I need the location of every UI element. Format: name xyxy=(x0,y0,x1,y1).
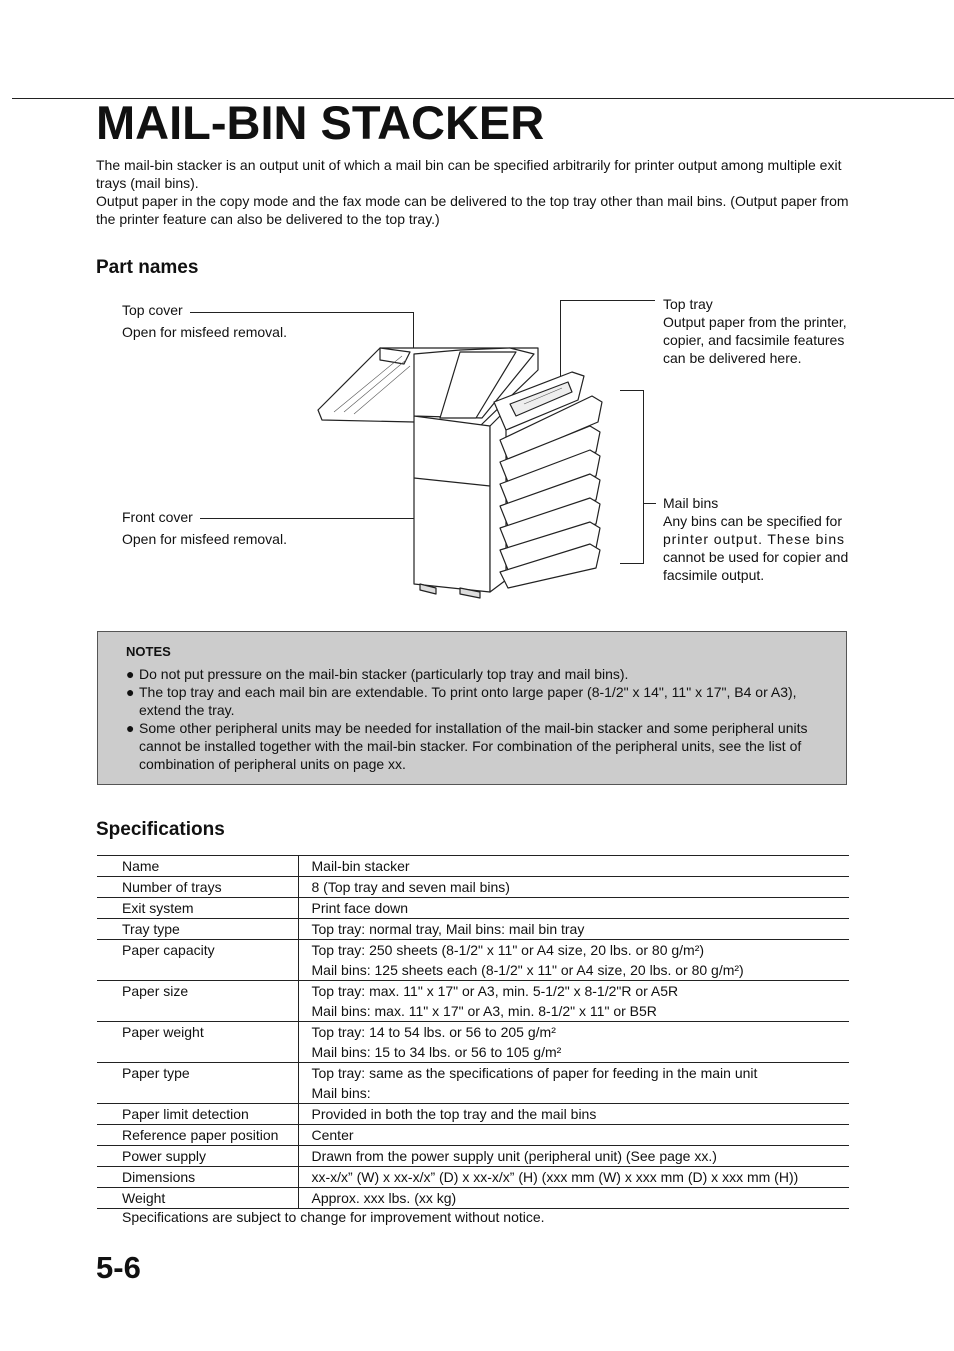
top-tray-name: Top tray xyxy=(663,296,713,312)
spec-value xyxy=(298,1022,849,1063)
spec-label: Power supply xyxy=(97,1146,298,1167)
table-row xyxy=(97,1063,849,1104)
spec-value-line: 8 (Top tray and seven mail bins) xyxy=(311,879,510,895)
spec-value-line: Top tray: max. 11" x 17" or A3, min. 5-1/2" x 8-1/2"R or A5R xyxy=(311,983,679,999)
spec-label: Paper size xyxy=(97,981,298,1022)
part-names-heading: Part names xyxy=(96,257,199,278)
front-cover-name: Front cover xyxy=(122,509,193,525)
specifications-note: Specifications are subject to change for improvement without notice. xyxy=(122,1209,545,1225)
front-cover-desc: Open for misfeed removal. xyxy=(122,531,287,547)
note-item xyxy=(126,683,838,719)
bullet-icon: ● xyxy=(126,720,135,736)
bullet-icon: ● xyxy=(126,666,135,682)
spec-value xyxy=(298,919,849,940)
spec-value-line: Mail bins: 125 sheets each (8-1/2" x 11" or A4 size, 20 lbs. or 80 g/m²) xyxy=(311,962,744,978)
spec-value-line: Approx. xxx lbs. (xx kg) xyxy=(311,1190,457,1206)
top-tray-desc-line: copier, and facsimile features xyxy=(663,332,845,348)
spec-value-line: Mail bins: 15 to 34 lbs. or 56 to 105 g/m² xyxy=(311,1044,562,1060)
mail-bins-name: Mail bins xyxy=(663,495,719,511)
mail-bins-leader xyxy=(644,503,656,504)
spec-value-line: Mail-bin stacker xyxy=(311,858,410,874)
table-row xyxy=(97,1125,849,1146)
spec-value-line: Mail bins: max. 11" x 17" or A3, min. 8-1/2" x 11" or B5R xyxy=(311,1003,657,1019)
spec-value-line: Top tray: 250 sheets (8-1/2" x 11" or A4 size, 20 lbs. or 80 g/m²) xyxy=(311,942,705,958)
spec-value-line: xx-x/x” (W) x xx-x/x” (D) x xx-x/x” (H) (xxx mm (W) x xxx mm (D) x xxx mm (H)) xyxy=(311,1169,799,1185)
spec-value xyxy=(298,877,849,898)
table-row xyxy=(97,1022,849,1063)
spec-value-line: Top tray: same as the specifications of paper for feeding in the main unit xyxy=(311,1065,758,1081)
specifications-heading: Specifications xyxy=(96,819,225,840)
intro-paragraph: Output paper in the copy mode and the fax mode can be delivered to the top tray other than mail bins. (Output paper from the printer feature can also be delivered to the top tray.) xyxy=(96,193,849,227)
note-text: Some other peripheral units may be needed for installation of the mail-bin stacker and some peripheral units cannot be installed together with the mail-bin stacker. For combination of the peripheral units, see the list of combination of peripheral units on page xx. xyxy=(139,720,808,772)
table-row xyxy=(97,898,849,919)
spec-value xyxy=(298,898,849,919)
spec-value-line: Top tray: normal tray, Mail bins: mail bin tray xyxy=(311,921,585,937)
table-row xyxy=(97,1146,849,1167)
spec-label: Paper capacity xyxy=(97,940,298,981)
spec-value-line: Print face down xyxy=(311,900,408,916)
note-text: The top tray and each mail bin are extendable. To print onto large paper (8-1/2" x 14", 11" x 17", B4 or A3), extend the tray. xyxy=(139,684,797,718)
table-row xyxy=(97,877,849,898)
note-text: Do not put pressure on the mail-bin stacker (particularly top tray and mail bins). xyxy=(139,666,629,682)
table-row xyxy=(97,981,849,1022)
mail-bins-bracket-spine xyxy=(643,390,644,564)
spec-value xyxy=(298,1167,849,1188)
table-row xyxy=(97,940,849,981)
spec-value xyxy=(298,981,849,1022)
spec-value-line: Center xyxy=(311,1127,354,1143)
page-title: MAIL-BIN STACKER xyxy=(96,96,545,149)
spec-label: Weight xyxy=(97,1188,298,1209)
notes-title: NOTES xyxy=(126,644,171,659)
front-cover-label xyxy=(122,508,287,548)
top-tray-leader xyxy=(560,300,655,301)
table-row xyxy=(97,1188,849,1209)
notes-list xyxy=(126,665,838,773)
spec-value xyxy=(298,1063,849,1104)
note-item xyxy=(126,665,838,683)
spec-value xyxy=(298,1146,849,1167)
spec-label: Exit system xyxy=(97,898,298,919)
mail-bins-label xyxy=(663,494,848,584)
spec-label: Reference paper position xyxy=(97,1125,298,1146)
spec-value-line: Drawn from the power supply unit (peripheral unit) (See page xx.) xyxy=(311,1148,717,1164)
mail-bins-desc-line: facsimile output. xyxy=(663,567,765,583)
spec-label: Name xyxy=(97,856,298,877)
spec-label: Tray type xyxy=(97,919,298,940)
specifications-table xyxy=(97,855,849,1209)
intro-text xyxy=(96,156,856,228)
front-cover-shape xyxy=(414,416,490,592)
mail-bins-bracket-bottom xyxy=(620,563,644,564)
mail-bin-stacker-illustration xyxy=(310,330,610,600)
spec-value-line: Top tray: 14 to 54 lbs. or 56 to 205 g/m² xyxy=(311,1024,556,1040)
top-tray-desc-line: can be delivered here. xyxy=(663,350,802,366)
table-row xyxy=(97,856,849,877)
bullet-icon: ● xyxy=(126,684,135,700)
mail-bins-desc-line: cannot be used for copier and xyxy=(663,549,849,565)
spec-label: Paper limit detection xyxy=(97,1104,298,1125)
note-item xyxy=(126,719,838,773)
top-cover-desc: Open for misfeed removal. xyxy=(122,324,287,340)
table-row xyxy=(97,919,849,940)
top-cover-name: Top cover xyxy=(122,302,183,318)
intro-paragraph: The mail-bin stacker is an output unit of which a mail bin can be specified arbitrarily for printer output among multiple exit trays (mail bins). xyxy=(96,157,842,191)
mail-bins-desc-line: Any bins can be specified for xyxy=(663,513,842,529)
spec-value xyxy=(298,1125,849,1146)
spec-label: Number of trays xyxy=(97,877,298,898)
mail-bins-bracket-top xyxy=(620,390,644,391)
spec-value-line: Mail bins: xyxy=(311,1085,371,1101)
spec-value-line: Provided in both the top tray and the mail bins xyxy=(311,1106,597,1122)
top-cover-leader xyxy=(190,312,414,313)
spec-value xyxy=(298,1104,849,1125)
table-row xyxy=(97,1104,849,1125)
spec-label: Paper type xyxy=(97,1063,298,1104)
top-tray-label xyxy=(663,295,847,367)
spec-value xyxy=(298,856,849,877)
table-row xyxy=(97,1167,849,1188)
spec-label: Paper weight xyxy=(97,1022,298,1063)
spec-value xyxy=(298,1188,849,1209)
spec-label: Dimensions xyxy=(97,1167,298,1188)
top-cover-label xyxy=(122,301,287,341)
mail-bins-desc-line: printer output. These bins xyxy=(663,531,845,547)
page-number: 5-6 xyxy=(96,1250,141,1285)
notes-box xyxy=(97,631,847,785)
spec-value xyxy=(298,940,849,981)
top-tray-desc-line: Output paper from the printer, xyxy=(663,314,847,330)
